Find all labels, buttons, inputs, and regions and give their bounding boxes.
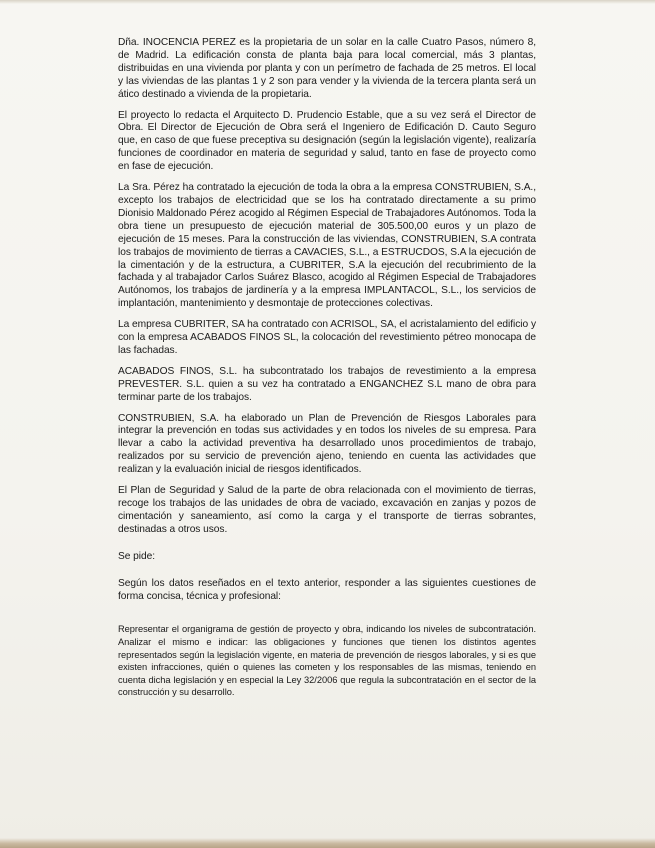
paragraph-project: El proyecto lo redacta el Arquitecto D. Prudencio Estable, que a su vez será el Director de Obra. El Director de Ejecución de Obra será el Ingeniero de Edificación D. Cauto Seguro que, en caso de que fuese preceptiva su designación (según la legislación vigente), realizaría funciones de coordinador en materia de seguridad y salud, tanto en fase de proyecto como en fase de ejecución.: [118, 109, 536, 173]
se-pide-label: Se pide:: [118, 550, 155, 562]
scan-bottom-edge: [0, 838, 655, 848]
paragraph-prevention-plan: CONSTRUBIEN, S.A. ha elaborado un Plan de Prevención de Riesgos Laborales para integrar la prevención en todas sus actividades y en todos los niveles de su empresa. Para llevar a cabo la actividad preventiva ha desarrollado unos procedimientos de trabajo, realizados por su servicio de prevención ajeno, teniendo en cuenta las actividades que realizan y la evaluación inicial de riesgos identificados.: [118, 412, 536, 476]
document-body: [118, 37, 536, 707]
scan-top-edge: [0, 0, 655, 4]
paragraph-safety-plan: El Plan de Seguridad y Salud de la parte de obra relacionada con el movimiento de tierras, recoge los trabajos de las unidades de obra de vaciado, excavación en zanjas y pozos de cimentación y saneamiento, así como la carga y el transporte de tierras sobrantes, destinadas a otros usos.: [118, 485, 536, 535]
paragraph-acabados: ACABADOS FINOS, S.L. ha subcontratado los trabajos de revestimiento a la empresa PREVESTER. S.L. quien a su vez ha contratado a ENGANCHEZ S.L mano de obra para terminar parte de los trabajos.: [118, 365, 536, 403]
instruction-paragraph: Según los datos reseñados en el texto anterior, responder a las siguientes cuestiones de forma concisa, técnica y profesional:: [118, 577, 536, 602]
paragraph-owner: Dña. INOCENCIA PEREZ es la propietaria de un solar en la calle Cuatro Pasos, número 8, de Madrid. La edificación consta de planta baja para local comercial, más 3 plantas, distribuidas en una vivienda por planta y con un perímetro de fachada de 25 metros. El local y las viviendas de las plantas 1 y 2 son para vender y la vivienda de la tercera planta será un ático destinado a vivienda de la propietaria.: [118, 37, 536, 100]
paragraph-contracts: La Sra. Pérez ha contratado la ejecución de toda la obra a la empresa CONSTRUBIEN, S.A., excepto los trabajos de electricidad que se los ha contratado directamente a su primo Dionisio Maldonado Pérez acogido al Régimen Especial de Trabajadores Autónomos. Toda la obra tiene un presupuesto de ejecución material de 305.500,00 euros y un plazo de ejecución de 15 meses. Para la construcción de las viviendas, CONSTRUBIEN, S.A contrata los trabajos de movimiento de tierras a CAVACIES, S.L., a ESTRUCDOS, S.A la ejecución de la cimentación y de la estructura, a CUBRITER, S.A la ejecución del recubrimiento de la fachada y al trabajador Carlos Suárez Blasco, acogido al Régimen Especial de Trabajadores Autónomos, los trabajos de jardinería y a la empresa IMPLANTACOL, S.L., los servicios de implantación, mantenimiento y desmontaje de protecciones colectivas.: [118, 182, 536, 310]
paragraph-cubriter: La empresa CUBRITER, SA ha contratado con ACRISOL, SA, el acristalamiento del edificio y con la empresa ACABADOS FINOS SL, la colocación del revestimiento pétreo monocapa de las fachadas.: [118, 319, 536, 356]
question-paragraph: Representar el organigrama de gestión de proyecto y obra, indicando los niveles de subcontratación. Analizar el mismo e indicar: las obligaciones y funciones que tienen los distintos agentes representados según la legislación vigente, en materia de prevención de riesgos laborales, y si es que existen infracciones, quién o quienes las cometen y los responsables de las mismas, teniendo en cuenta dicha legislación y en especial la Ley 32/2006 que regula la subcontratación en el sector de la construcción y su desarrollo.: [118, 624, 536, 698]
